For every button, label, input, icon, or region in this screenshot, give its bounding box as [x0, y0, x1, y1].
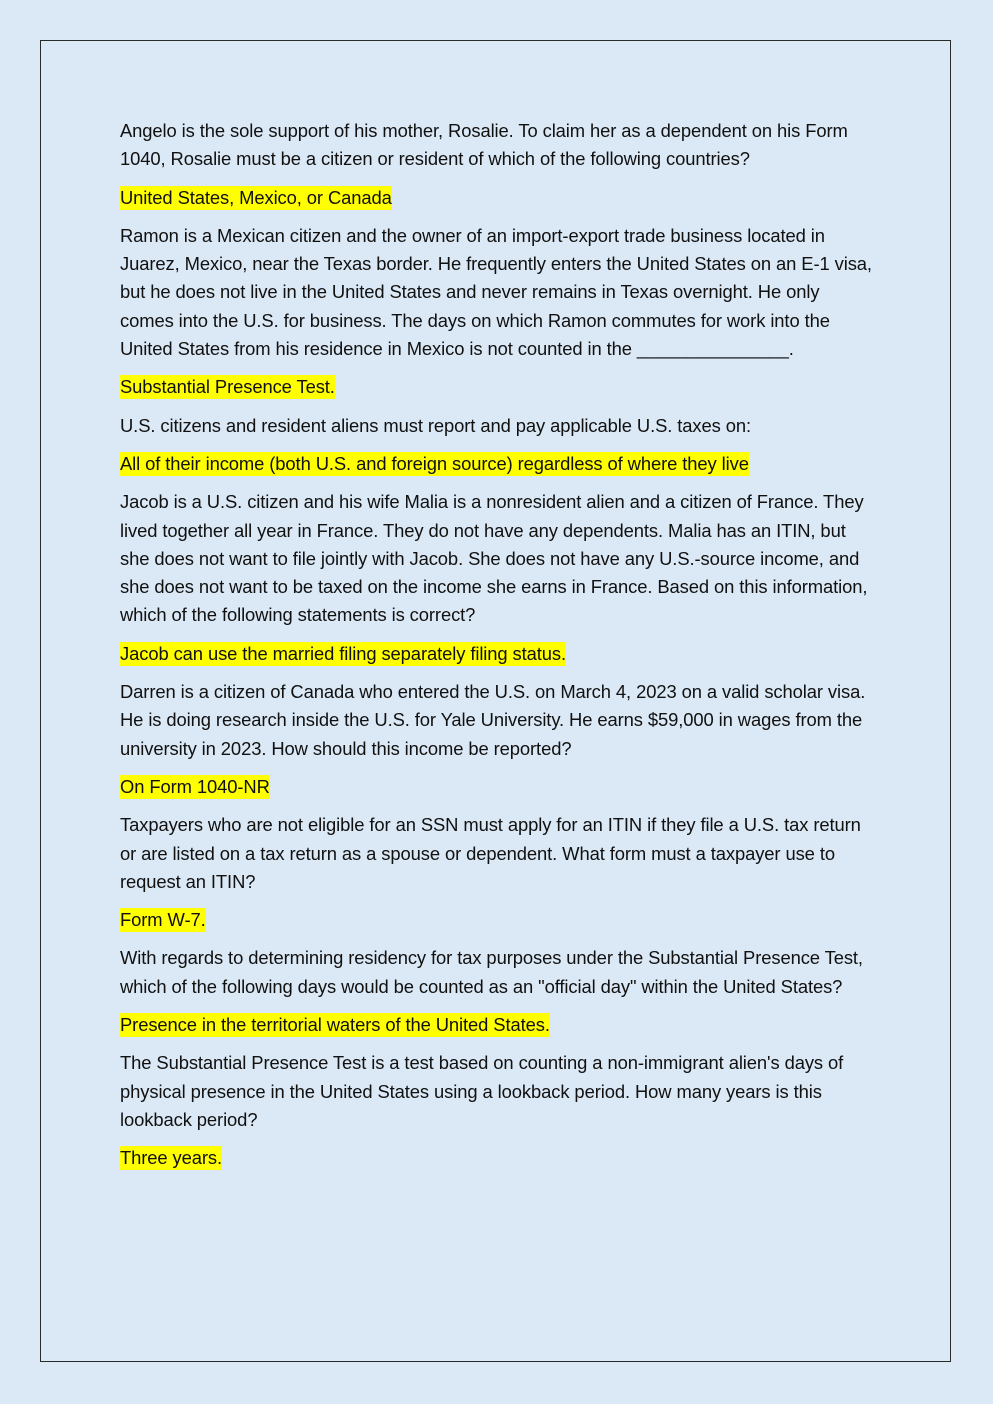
- qa-item-2: [120, 222, 875, 402]
- question-text: Ramon is a Mexican citizen and the owner of an import-export trade business located in Juarez, Mexico, near the Texas border. He frequently enters the United States on an E-1 visa, but he does not live in the United States and never remains in Texas overnight. He only comes into the U.S. for business. The days on which Ramon commutes for work into the United States from his residence in Mexico is not counted in the _______________.: [120, 224, 872, 360]
- answer-highlight: [120, 906, 875, 934]
- question-text: U.S. citizens and resident aliens must report and pay applicable U.S. taxes on:: [120, 414, 752, 436]
- answer-highlight: [120, 450, 875, 478]
- qa-item-1: [120, 117, 875, 212]
- question-text: Jacob is a U.S. citizen and his wife Malia is a nonresident alien and a citizen of France. They lived together all year in France. They do not have any dependents. Malia has an ITIN, but she does not want to file jointly with Jacob. She does not have any U.S.-source income, and she does not want to be taxed on the income she earns in France. Based on this information, which of the following statements is correct?: [120, 491, 868, 626]
- qa-item-6: [120, 811, 875, 934]
- answer-highlight: [120, 773, 875, 801]
- answer-text: All of their income (both U.S. and foreign source) regardless of where they live: [120, 452, 749, 474]
- answer-text: Substantial Presence Test.: [120, 376, 335, 398]
- answer-text: Form W-7.: [120, 909, 206, 931]
- question-text: Taxpayers who are not eligible for an SSN must apply for an ITIN if they file a U.S. tax return or are listed on a tax return as a spouse or dependent. What form must a taxpayer use to request an ITIN?: [120, 814, 861, 892]
- qa-item-4: [120, 488, 875, 668]
- qa-item-8: [120, 1049, 875, 1172]
- question-text: Angelo is the sole support of his mother, Rosalie. To claim her as a dependent on his Form 1040, Rosalie must be a citizen or resident of which of the following countries?: [120, 120, 848, 170]
- qa-item-3: [120, 412, 875, 479]
- answer-text: Presence in the territorial waters of the United States.: [120, 1014, 550, 1036]
- question-text: The Substantial Presence Test is a test based on counting a non-immigrant alien's days of physical presence in the United States using a lookback period. How many years is this lookback period?: [120, 1052, 844, 1130]
- answer-text: Three years.: [120, 1147, 223, 1169]
- document-body: [120, 117, 875, 1183]
- answer-text: On Form 1040-NR: [120, 775, 270, 797]
- answer-highlight: [120, 1011, 875, 1039]
- answer-highlight: [120, 184, 875, 212]
- question-text: Darren is a citizen of Canada who entered the U.S. on March 4, 2023 on a valid scholar visa. He is doing research inside the U.S. for Yale University. He earns $59,000 in wages from the university in 2023. How should this income be reported?: [120, 681, 866, 759]
- qa-item-5: [120, 678, 875, 801]
- qa-item-7: [120, 944, 875, 1039]
- answer-highlight: [120, 640, 875, 668]
- question-text: With regards to determining residency for tax purposes under the Substantial Presence Test, which of the following days would be counted as an "official day" within the United States?: [120, 947, 863, 997]
- answer-text: Jacob can use the married filing separately filing status.: [120, 642, 567, 664]
- answer-highlight: [120, 373, 875, 401]
- answer-text: United States, Mexico, or Canada: [120, 186, 392, 208]
- answer-highlight: [120, 1144, 875, 1172]
